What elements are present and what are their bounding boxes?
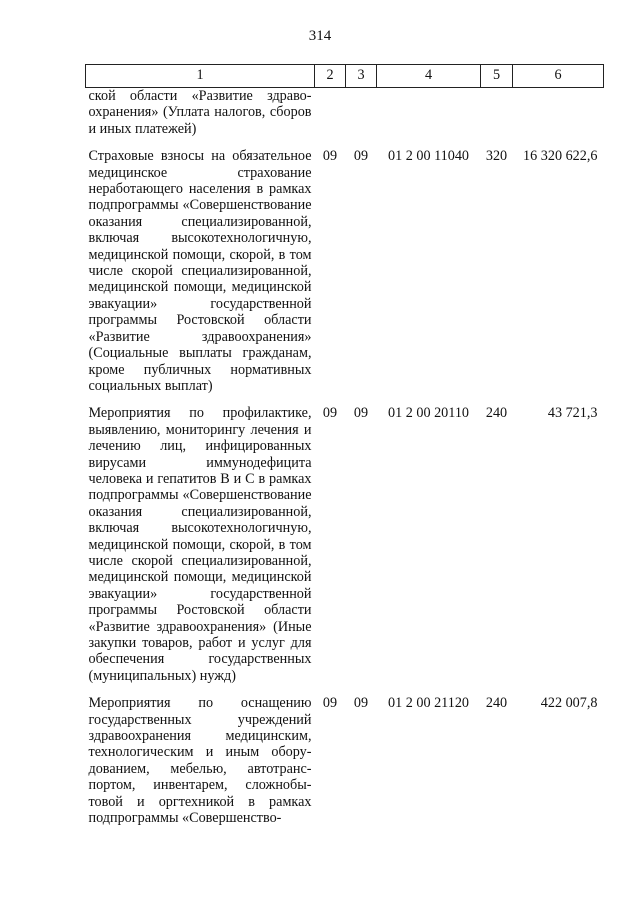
row-section-code: 09 [322,695,338,712]
row-amount: 43 721,3 [547,405,598,422]
row-expense-type: 240 [485,405,508,422]
row-amount: 16 320 622,6 [523,148,598,165]
table-row [86,405,604,695]
table-header-row [86,65,604,88]
row-subsection-code: 09 [353,405,369,422]
column-header: 3 [346,65,377,88]
row-description: Мероприятия по оснащению государственных учреждений здравоохранения медицинским, технологическим и иным оборудованием, мебелью, автотранспортом, инвентарем, сложнобытовой и оргтехникой в рамках подпрограммы «Совершенство- [88,695,312,827]
page-number: 314 [308,28,332,44]
column-header: 2 [315,65,346,88]
row-subsection-code: 09 [353,148,369,165]
table-row [86,88,604,149]
row-target-article [377,88,481,149]
row-expense-type [481,88,513,149]
row-target-article: 01 2 00 11040 [387,148,470,165]
column-header: 6 [513,65,604,88]
row-description: Страховые взносы на обязательное медицинское страхование неработающего населения в рамках подпрограммы «Совершенствование оказания специализированной, включая высокотехнологичную, медицинской помощи, скорой, в том числе скорой специализированной, медицинской помощи, медицинской эвакуации» государственной программы Ростовской области «Развитие здравоохранения» (Социальные выплаты гражданам, кроме публичных нормативных социальных выплат) [88,148,312,394]
column-header: 5 [481,65,513,88]
table-row [86,148,604,405]
budget-table [85,64,604,837]
row-subsection-code: 09 [353,695,369,712]
column-header: 1 [86,65,315,88]
row-expense-type: 240 [485,695,508,712]
row-subsection-code [346,88,377,149]
row-amount [513,88,604,149]
row-target-article: 01 2 00 21120 [387,695,470,712]
row-section-code [315,88,346,149]
row-target-article: 01 2 00 20110 [387,405,470,422]
table-row [86,695,604,837]
row-section-code: 09 [322,148,338,165]
row-amount: 422 007,8 [540,695,598,712]
row-expense-type: 320 [485,148,508,165]
row-section-code: 09 [322,405,338,422]
row-description: ской области «Развитие здравоохранения» (Уплата налогов, сборов и иных платежей) [88,88,312,137]
column-header: 4 [377,65,481,88]
row-description: Мероприятия по профилактике, выявлению, мониторингу лечения и лечению лиц, инфицированных вирусами иммунодефицита человека и гепатитов В и С в рамках подпрограммы «Совершенствование оказания специализированной, включая высокотехнологичную, медицинской помощи, скорой, в том числе скорой специализированной, медицинской помощи, медицинской эвакуации» государственной программы Ростовской области «Развитие здравоохранения» (Иные закупки товаров, работ и услуг для обеспечения государственных (муниципальных) нужд) [88,405,312,684]
